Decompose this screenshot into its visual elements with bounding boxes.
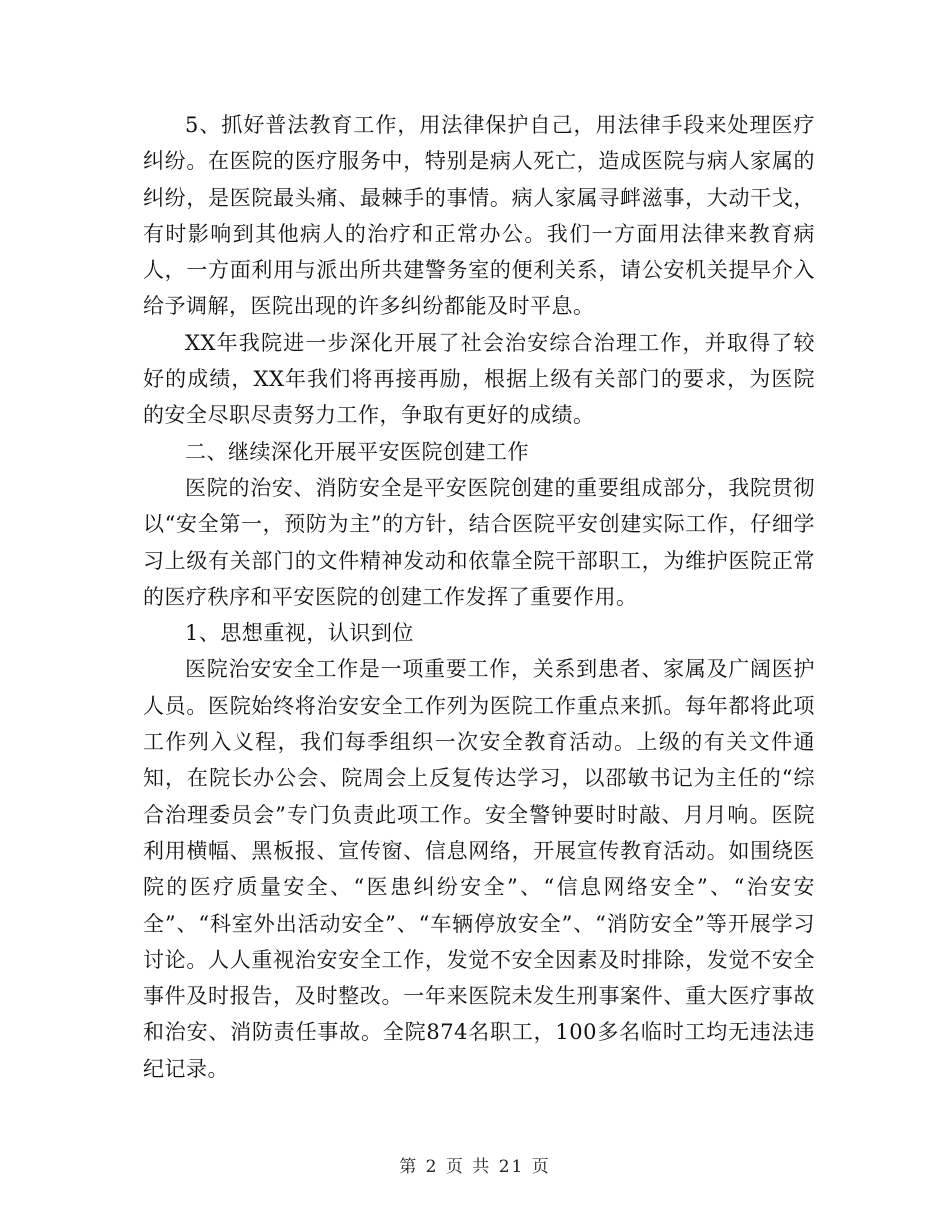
paragraph-annual-summary: XX年我院进一步深化开展了社会治安综合治理工作，并取得了较好的成绩，XX年我们将再接再励，根据上级有关部门的要求，为医院的安全尽职尽责努力工作，争取有更好的成绩。 bbox=[143, 330, 815, 428]
subheading-awareness: 1、思想重视，认识到位 bbox=[185, 621, 414, 646]
section-heading-safe-hospital: 二、继续深化开展平安医院创建工作 bbox=[185, 439, 529, 464]
paragraph-legal-education: 5、抓好普法教育工作，用法律保护自己，用法律手段来处理医疗纠纷。在医院的医疗服务中，特别是病人死亡，造成医院与病人家属的纠纷，是医院最头痛、最棘手的事情。病人家属寻衅滋事，大动干戈，有时影响到其他病人的治疗和正常办公。我们一方面用法律来教育病人，一方面利用与派出所共建警务室的便利关系，请公安机关提早介入给予调解，医院出现的许多纠纷都能及时平息。 bbox=[143, 113, 815, 319]
paragraph-safety-work: 医院治安安全工作是一项重要工作，关系到患者、家属及广阔医护人员。医院始终将治安安全工作列为医院工作重点来抓。每年都将此项工作列入义程，我们每季组织一次安全教育活动。上级的有关文件通知，在院长办公会、院周会上反复传达学习，以邵敏书记为主任的“综合治理委员会”专门负责此项工作。安全警钟要时时敲、月月响。医院利用横幅、黑板报、宣传窗、信息网络，开展宣传教育活动。如围绕医院的医疗质量安全、“医患纠纷安全”、“信息网络安全”、“治安安全”、“科室外出活动安全”、“车辆停放安全”、“消防安全”等开展学习讨论。人人重视治安安全工作，发觉不安全因素及时排除，发觉不安全事件及时报告，及时整改。一年来医院未发生刑事案件、重大医疗事故和治安、消防责任事故。全院874名职工，100多名临时工均无违法违纪记录。 bbox=[143, 657, 815, 1081]
document-body bbox=[143, 107, 815, 1087]
page-number-footer: 第 2 页 共 21 页 bbox=[399, 1157, 551, 1177]
paragraph-safety-policy: 医院的治安、消防安全是平安医院创建的重要组成部分，我院贯彻以“安全第一，预防为主”的方针，结合医院平安创建实际工作，仔细学习上级有关部门的文件精神发动和依靠全院干部职工，为维护医院正常的医疗秩序和平安医院的创建工作发挥了重要作用。 bbox=[143, 475, 815, 609]
